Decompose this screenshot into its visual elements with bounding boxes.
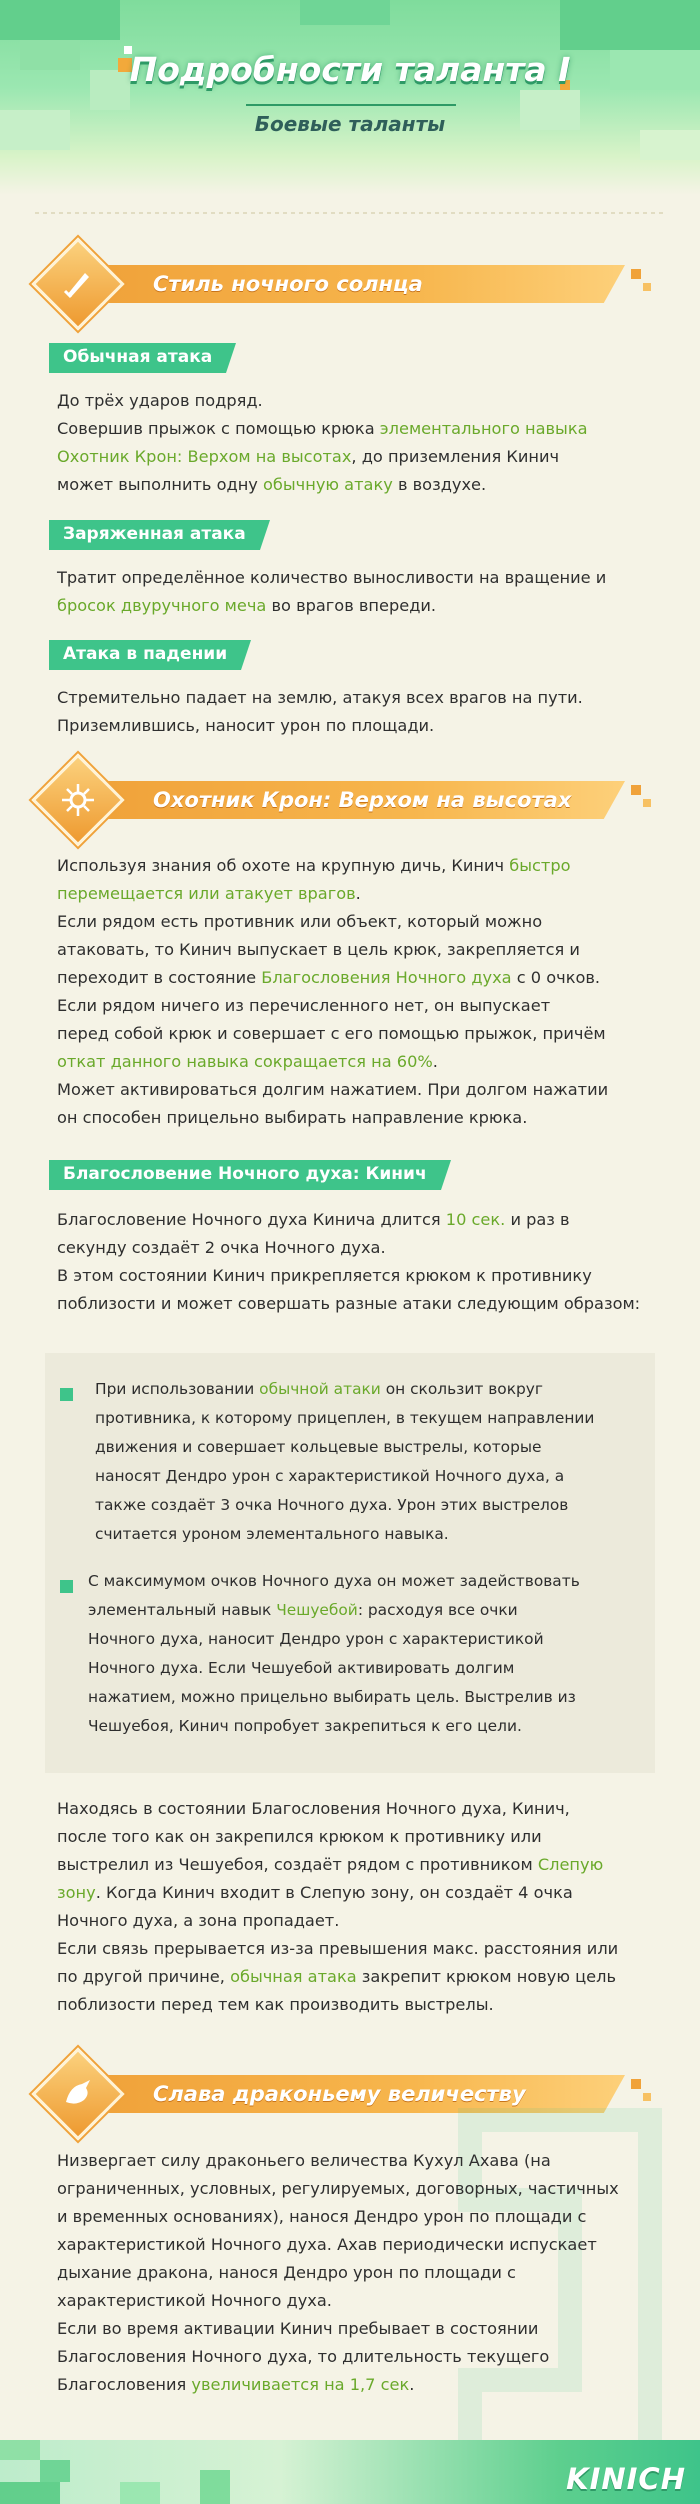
pixel-deco xyxy=(0,2440,40,2460)
subheader-normal-attack: Обычная атака xyxy=(49,343,226,373)
section-tail-deco xyxy=(643,799,651,807)
text-line: Благословения увеличивается на 1,7 сек. xyxy=(57,2375,415,2394)
text-blind-zone xyxy=(57,1795,657,2019)
text-line: может выполнить одну обычную атаку в воздухе. xyxy=(57,475,487,494)
text-line: он способен прицельно выбирать направление крюка. xyxy=(57,1108,528,1127)
text-line: В этом состоянии Кинич прикрепляется крюком к противнику xyxy=(57,1266,592,1285)
text-line: Может активироваться долгим нажатием. При долгом нажатии xyxy=(57,1080,609,1099)
section-title: Стиль ночного солнца xyxy=(153,272,423,296)
pixel-deco xyxy=(40,2460,70,2482)
character-name: KINICH xyxy=(566,2462,686,2496)
header-banner xyxy=(0,0,700,195)
text-line: секунду создаёт 2 очка Ночного духа. xyxy=(57,1238,386,1257)
text-line: по другой причине, обычная атака закрепит крюком новую цель xyxy=(57,1967,616,1986)
section-header-elemental-skill xyxy=(35,769,655,831)
text-line: Находясь в состоянии Благословения Ночного духа, Кинич, xyxy=(57,1799,570,1818)
section-header-normal-attack xyxy=(35,253,655,315)
text-line: считается уроном элементального навыка. xyxy=(95,1525,449,1543)
pixel-deco xyxy=(0,0,120,40)
text-line: Чешуебоя, Кинич попробует закрепиться к его цели. xyxy=(88,1717,522,1735)
text-line: С максимумом очков Ночного духа он может задействовать xyxy=(88,1572,580,1590)
text-line: перед собой крюк и совершает с его помощью прыжок, причём xyxy=(57,1024,606,1043)
text-line: бросок двуручного меча во врагов впереди. xyxy=(57,596,437,615)
dragon-icon xyxy=(45,2061,111,2127)
text-line: поблизости перед тем как производить выстрелы. xyxy=(57,1995,494,2014)
note-item xyxy=(88,1567,628,1741)
text-line: Приземлившись, наносит урон по площади. xyxy=(57,716,435,735)
text-line: Ночного духа, наносит Дендро урон с характеристикой xyxy=(88,1630,544,1648)
section-title: Охотник Крон: Верхом на высотах xyxy=(153,788,572,812)
text-line: Если во время активации Кинич пребывает в состоянии xyxy=(57,2319,539,2338)
text-line: зону. Когда Кинич входит в Слепую зону, он создаёт 4 очка xyxy=(57,1883,573,1902)
text-line: Если рядом есть противник или объект, который можно xyxy=(57,912,543,931)
text-charged-attack xyxy=(57,564,657,620)
page-title: Подробности таланта Ⅰ xyxy=(129,50,571,89)
sun-target-icon xyxy=(45,767,111,833)
pixel-deco xyxy=(0,2482,60,2504)
page-subtitle: Боевые таланты xyxy=(254,112,446,136)
text-line: характеристикой Ночного духа. Ахав периодически испускает xyxy=(57,2235,597,2254)
text-line: поблизости и может совершать разные атаки следующим образом: xyxy=(57,1294,641,1313)
text-line: Ночного духа, а зона пропадает. xyxy=(57,1911,340,1930)
note-item xyxy=(95,1375,635,1549)
text-line: Если связь прерывается из-за превышения макс. расстояния или xyxy=(57,1939,619,1958)
text-line: нажатием, можно прицельно выбирать цель. Выстрелив из xyxy=(88,1688,576,1706)
section-tail-deco xyxy=(631,785,641,795)
pixel-deco xyxy=(120,2482,160,2504)
text-line: выстрелил из Чешуебоя, создаёт рядом с противником Слепую xyxy=(57,1855,604,1874)
text-line: и временных основаниях), нанося Дендро урон по площади с xyxy=(57,2207,587,2226)
text-line: Благословение Ночного духа Кинича длится 10 сек. и раз в xyxy=(57,1210,570,1229)
text-line: дыхание дракона, нанося Дендро урон по площади с xyxy=(57,2263,516,2282)
text-line: Тратит определённое количество выносливости на вращение и xyxy=(57,568,607,587)
text-line: До трёх ударов подряд. xyxy=(57,391,263,410)
text-line: характеристикой Ночного духа. xyxy=(57,2291,332,2310)
text-line: Ночного духа. Если Чешуебой активировать долгим xyxy=(88,1659,515,1677)
text-line: При использовании обычной атаки он скользит вокруг xyxy=(95,1380,543,1398)
text-line: атаковать, то Кинич выпускает в цель крюк, закрепляется и xyxy=(57,940,580,959)
text-blessing xyxy=(57,1206,657,1318)
subheader-charged-attack: Заряженная атака xyxy=(49,520,260,550)
pixel-deco xyxy=(200,2470,230,2504)
bullet-icon xyxy=(60,1388,73,1401)
text-line: Охотник Крон: Верхом на высотах, до приземления Кинич xyxy=(57,447,560,466)
text-line: движения и совершает кольцевые выстрелы, которые xyxy=(95,1438,542,1456)
text-line: Стремительно падает на землю, атакуя всех врагов на пути. xyxy=(57,688,583,707)
section-tail-deco xyxy=(643,283,651,291)
text-normal-attack xyxy=(57,387,657,499)
text-line: Если рядом ничего из перечисленного нет, он выпускает xyxy=(57,996,551,1015)
section-tail-deco xyxy=(631,269,641,279)
pixel-deco xyxy=(560,0,700,50)
text-line: перемещается или атакует врагов. xyxy=(57,884,361,903)
subheader-blessing: Благословение Ночного духа: Кинич xyxy=(49,1160,441,1190)
text-line: наносят Дендро урон с характеристикой Ночного духа, а xyxy=(95,1467,565,1485)
text-line: Используя знания об охоте на крупную дичь, Кинич быстро xyxy=(57,856,571,875)
subheader-plunging-attack: Атака в падении xyxy=(49,640,241,670)
section-title: Слава драконьему величеству xyxy=(153,2082,526,2106)
text-elemental-skill xyxy=(57,852,657,1132)
text-line: противника, к которому прицеплен, в текущем направлении xyxy=(95,1409,595,1427)
pixel-deco xyxy=(300,0,390,25)
text-line: ограниченных, условных, регулируемых, договорных, частичных xyxy=(57,2179,619,2198)
text-line: также создаёт 3 очка Ночного духа. Урон этих выстрелов xyxy=(95,1496,569,1514)
title-underline xyxy=(246,104,456,106)
text-line: переходит в состояние Благословения Ночного духа с 0 очков. xyxy=(57,968,601,987)
text-line: Благословения Ночного духа, то длительность текущего xyxy=(57,2347,550,2366)
sword-icon xyxy=(45,251,111,317)
dotted-divider xyxy=(35,212,665,214)
text-line: элементальный навык Чешуебой: расходуя все очки xyxy=(88,1601,518,1619)
text-elemental-burst xyxy=(57,2147,657,2399)
text-line: Совершив прыжок с помощью крюка элементального навыка xyxy=(57,419,588,438)
text-plunging-attack xyxy=(57,684,657,740)
text-line: откат данного навыка сокращается на 60%. xyxy=(57,1052,438,1071)
bullet-icon xyxy=(60,1580,73,1593)
text-line: Низвергает силу драконьего величества Кухул Ахава (на xyxy=(57,2151,551,2170)
text-line: после того как он закрепился крюком к противнику или xyxy=(57,1827,542,1846)
